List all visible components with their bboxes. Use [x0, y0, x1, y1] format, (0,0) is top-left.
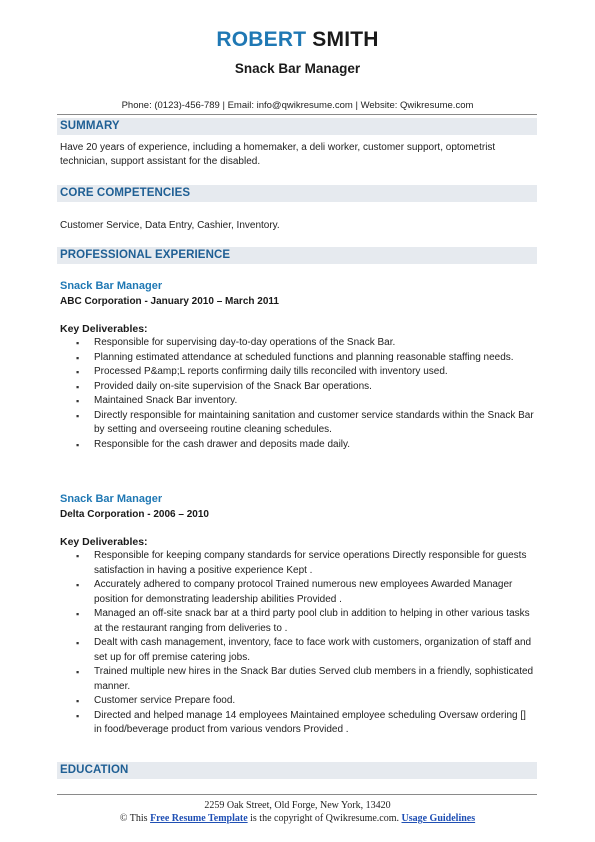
job-2-deliverables-label: Key Deliverables:: [60, 536, 148, 548]
job-1-company: ABC Corporation - January 2010 – March 2011: [60, 296, 279, 307]
free-resume-template-link[interactable]: Free Resume Template: [150, 813, 248, 824]
job-2-title: Snack Bar Manager: [60, 493, 163, 505]
footer-divider: [57, 794, 537, 795]
list-item: ▪ Provided daily on-site supervision of the Snack Bar operations.: [60, 380, 536, 395]
copyright-middle: is the copyright of Qwikresume.com.: [250, 813, 399, 824]
list-item: ▪ Customer service Prepare food.: [60, 694, 536, 709]
list-item: ▪ Directed and helped manage 14 employees Maintained employee scheduling Oversaw ordering [] in food/beverage product from various vendors Provided .: [60, 709, 536, 738]
header-divider: [57, 114, 537, 115]
list-item: ▪ Responsible for keeping company standards for service operations Directly responsible for guests satisfaction in having a positive experience Kept .: [60, 549, 536, 578]
list-item: ▪ Planning estimated attendance at scheduled functions and planning reasonable staffing needs.: [60, 351, 536, 366]
experience-heading: PROFESSIONAL EXPERIENCE: [57, 247, 537, 264]
summary-text: Have 20 years of experience, including a homemaker, a deli worker, customer support, optometrist technician, support assistant for the disabled.: [60, 142, 496, 167]
list-item: ▪ Responsible for supervising day-to-day operations of the Snack Bar.: [60, 336, 536, 351]
first-name: ROBERT: [216, 28, 307, 51]
list-item: ▪ Processed P&amp;L reports confirming daily tills reconciled with inventory used.: [60, 365, 536, 380]
list-item: ▪ Trained multiple new hires in the Snack Bar duties Served club members in a friendly, sophisticated manner.: [60, 665, 536, 694]
job-1-deliverables-label: Key Deliverables:: [60, 323, 148, 335]
job-2-company: Delta Corporation - 2006 – 2010: [60, 509, 209, 520]
education-heading: EDUCATION: [57, 762, 537, 779]
list-item: ▪ Responsible for the cash drawer and deposits made daily.: [60, 438, 536, 453]
copyright-prefix: © This: [119, 813, 148, 824]
summary-heading: SUMMARY: [57, 118, 537, 135]
usage-guidelines-link[interactable]: Usage Guidelines: [401, 813, 476, 824]
list-item: ▪ Directly responsible for maintaining sanitation and customer service standards within the Snack Bar by setting and overseeing routine cleaning schedules.: [60, 409, 536, 438]
job-title-heading: Snack Bar Manager: [234, 61, 361, 76]
job-1-bullets: [60, 336, 536, 452]
list-item: ▪ Maintained Snack Bar inventory.: [60, 394, 536, 409]
job-2-bullets: [60, 549, 536, 738]
footer-address: 2259 Oak Street, Old Forge, New York, 13420: [204, 800, 391, 811]
footer-copyright: [0, 812, 595, 825]
candidate-name: [0, 27, 595, 53]
last-name: SMITH: [312, 28, 379, 51]
competencies-heading: CORE COMPETENCIES: [57, 185, 537, 202]
list-item: ▪ Managed an off-site snack bar at a third party pool club in addition to helping in other various tasks at the restaurant ranging from deliveries to .: [60, 607, 536, 636]
competencies-text: Customer Service, Data Entry, Cashier, Inventory.: [60, 220, 280, 231]
contact-line: Phone: (0123)-456-789 | Email: info@qwikresume.com | Website: Qwikresume.com: [121, 100, 474, 111]
job-1-title: Snack Bar Manager: [60, 280, 163, 292]
list-item: ▪ Accurately adhered to company protocol Trained numerous new employees Awarded Manager position for demonstrating leadership abilities Provided .: [60, 578, 536, 607]
list-item: ▪ Dealt with cash management, inventory, face to face work with customers, organization of staff and set up for off premise catering jobs.: [60, 636, 536, 665]
